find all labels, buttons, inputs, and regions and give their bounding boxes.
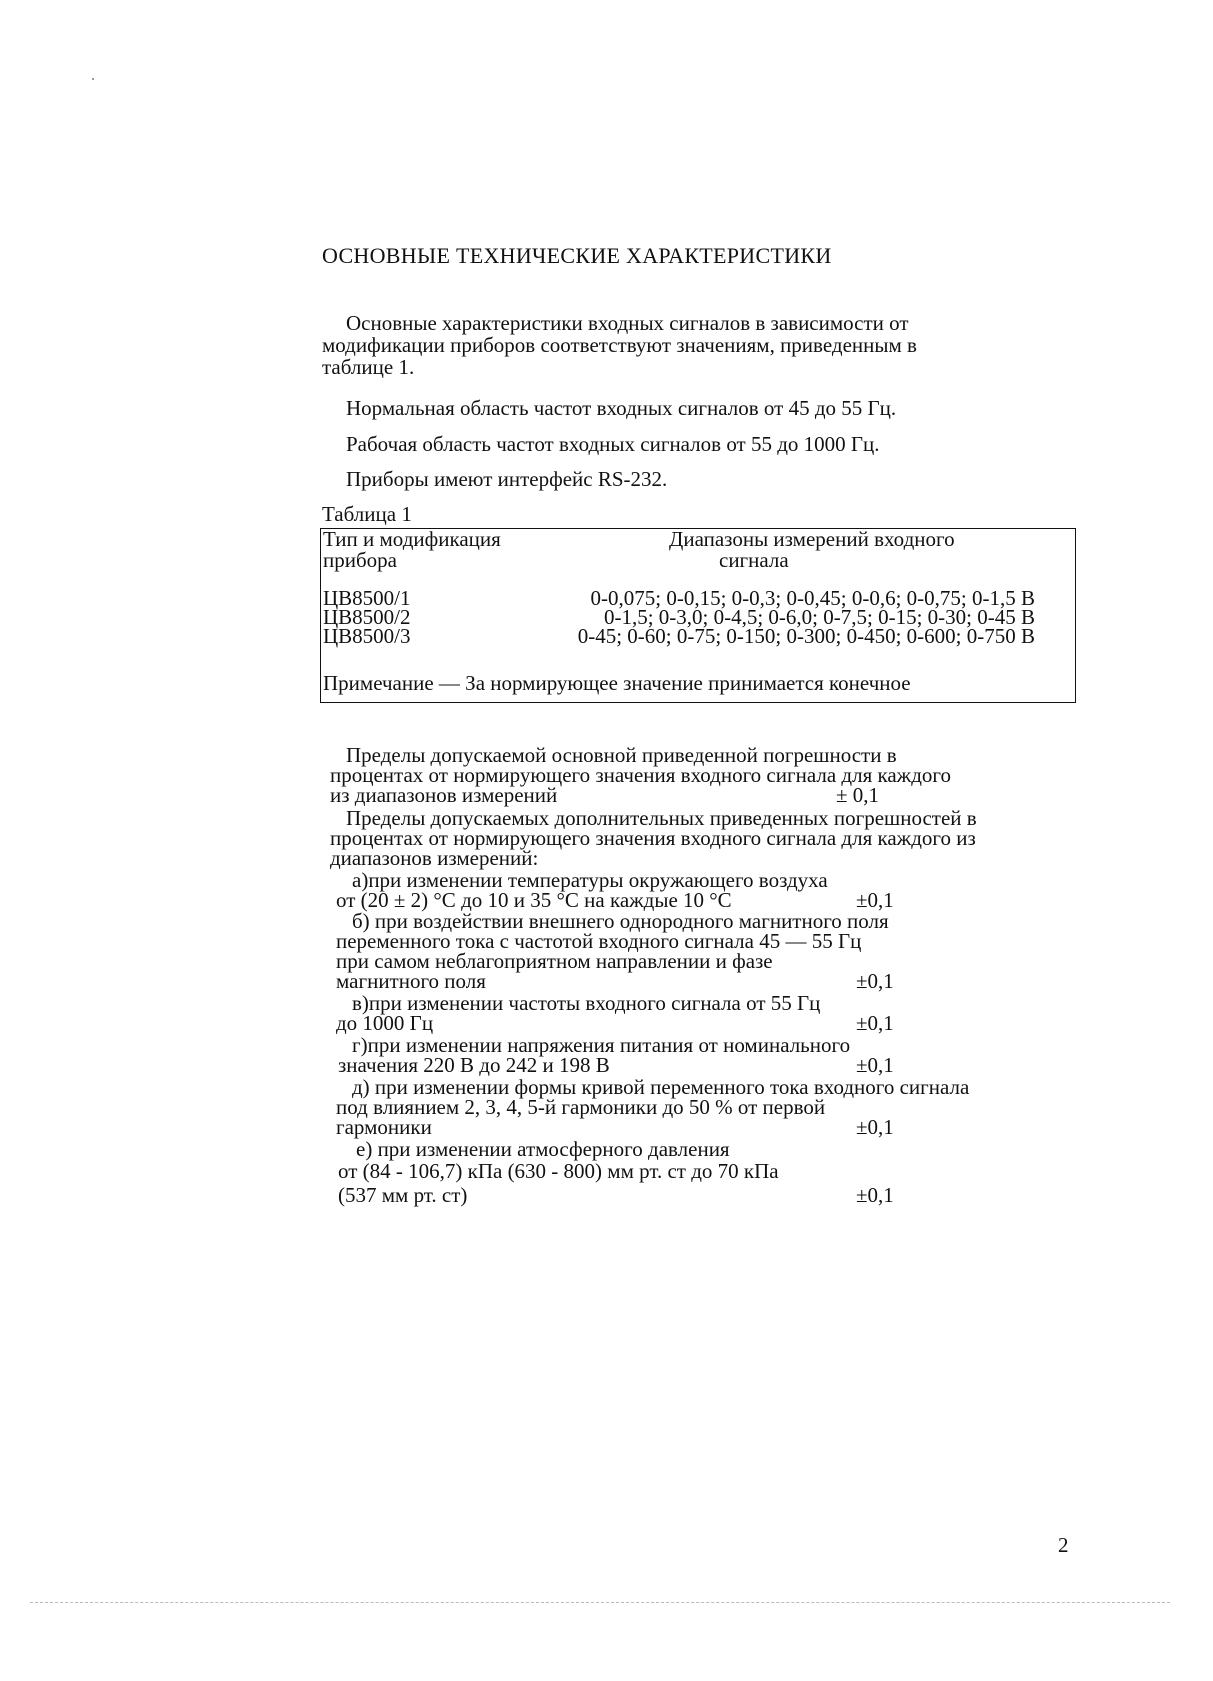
item-b-line-1: б) при воздействии внешнего однородного магнитного поля [352, 909, 889, 933]
item-e-value: ±0,1 [856, 1183, 894, 1207]
item-v-value: ±0,1 [856, 1011, 894, 1035]
item-v-line-1: в)при изменении частоты входного сигнала от 55 Гц [352, 991, 821, 1015]
basic-error-line-3: из диапазонов измерений [330, 783, 558, 807]
item-b-line-4: магнитного поля [336, 969, 486, 993]
freq-normal: Нормальная область частот входных сигналов от 45 до 55 Гц. [346, 396, 897, 420]
table-note: Примечание — За нормирующее значение принимается конечное [323, 671, 911, 695]
scan-speck [92, 78, 94, 80]
table-row-ranges: 0-0,075; 0-0,15; 0-0,3; 0-0,45; 0-0,6; 0-0,75; 0-1,5 В [590, 586, 1035, 610]
basic-error-line-1: Пределы допускаемой основной приведенной погрешности в [346, 743, 897, 767]
header-col1-line2: прибора [323, 548, 397, 572]
table-row-ranges: 0-45; 0-60; 0-75; 0-150; 0-300; 0-450; 0-600; 0-750 В [577, 624, 1035, 648]
item-d-value: ±0,1 [856, 1115, 894, 1139]
item-a-line-2: от (20 ± 2) °С до 10 и 35 °С на каждые 10 °С [336, 888, 732, 912]
item-b-line-3: при самом неблагоприятном направлении и фазе [336, 949, 773, 973]
header-col2-line2: сигнала [719, 548, 789, 572]
additional-intro-line-3: диапазонов измерений: [330, 846, 539, 870]
table-row-type: ЦВ8500/2 [323, 605, 411, 629]
table-row-type: ЦВ8500/3 [323, 624, 411, 648]
item-e-line-2: от (84 - 106,7) кПа (630 - 800) мм рт. ст до 70 кПа [338, 1159, 779, 1183]
freq-work: Рабочая область частот входных сигналов от 55 до 1000 Гц. [346, 432, 880, 456]
intro-line-2: модификации приборов соответствуют значениям, приведенным в [322, 333, 917, 357]
item-d-line-3: гармоники [336, 1115, 432, 1139]
additional-intro-line-1: Пределы допускаемых дополнительных приведенных погрешностей в [346, 806, 977, 830]
item-g-value: ±0,1 [856, 1053, 894, 1077]
interface-text: Приборы имеют интерфейс RS-232. [346, 467, 668, 491]
table-row-type: ЦВ8500/1 [323, 586, 411, 610]
item-v-line-2: до 1000 Гц [336, 1011, 434, 1035]
item-b-line-2: переменного тока с частотой входного сигнала 45 — 55 Гц [336, 929, 862, 953]
page-number: 2 [1058, 1533, 1069, 1557]
item-d-line-1: д) при изменении формы кривой переменного тока входного сигнала [352, 1075, 970, 1099]
ranges-table [320, 528, 1076, 703]
header-col1-line1: Тип и модификация [323, 527, 501, 551]
item-d-line-2: под влиянием 2, 3, 4, 5-й гармоники до 50 % от первой [336, 1095, 826, 1119]
table-row-ranges: 0-1,5; 0-3,0; 0-4,5; 0-6,0; 0-7,5; 0-15; 0-30; 0-45 В [603, 605, 1035, 629]
item-e-line-1: е) при изменении атмосферного давления [356, 1137, 730, 1161]
table-caption: Таблица 1 [322, 502, 412, 526]
intro-line-1: Основные характеристики входных сигналов в зависимости от [346, 311, 909, 335]
item-b-value: ±0,1 [856, 969, 894, 993]
scan-artifact-line [30, 1602, 1170, 1605]
page-title: ОСНОВНЫЕ ТЕХНИЧЕСКИЕ ХАРАКТЕРИСТИКИ [322, 243, 832, 268]
item-g-line-1: г)при изменении напряжения питания от номинального [352, 1033, 851, 1057]
item-a-value: ±0,1 [856, 888, 894, 912]
item-e-line-3: (537 мм рт. ст) [338, 1183, 468, 1207]
intro-line-3: таблице 1. [322, 355, 415, 379]
header-col2-line1: Диапазоны измерений входного [669, 527, 955, 551]
additional-intro-line-2: процентах от нормирующего значения входного сигнала для каждого из [330, 826, 976, 850]
basic-error-line-2: процентах от нормирующего значения входного сигнала для каждого [330, 763, 951, 787]
basic-error-value: ± 0,1 [836, 783, 880, 807]
item-g-line-2: значения 220 В до 242 и 198 В [338, 1053, 610, 1077]
item-a-line-1: а)при изменении температуры окружающего воздуха [352, 868, 828, 892]
